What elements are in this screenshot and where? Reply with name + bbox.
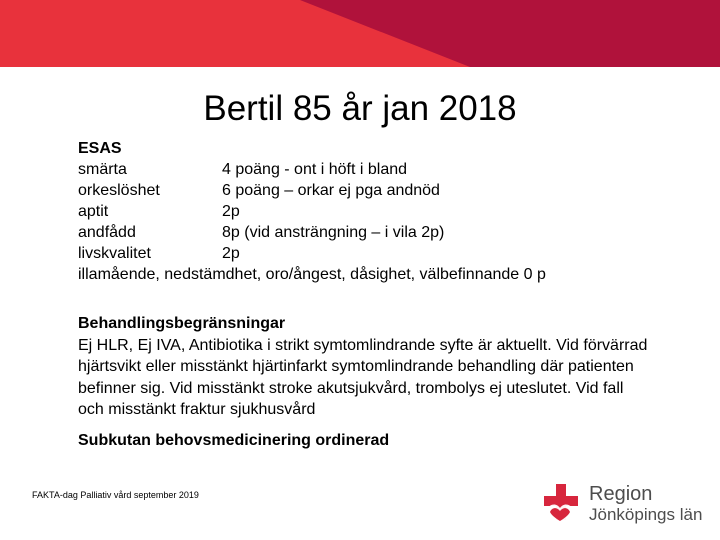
esas-value: 8p (vid ansträngning – i vila 2p) [222,224,445,241]
logo-line2: Jönköpings län [589,505,703,524]
esas-heading: ESAS [78,140,122,157]
esas-label: aptit [78,203,109,220]
limitations-heading: Behandlingsbegränsningar [78,315,286,332]
esas-label: andfådd [78,224,136,241]
esas-label: livskvalitet [78,245,151,262]
esas-section [78,138,546,285]
esas-row [78,159,546,180]
esas-value: 2p [222,203,240,220]
esas-value: 6 poäng – orkar ej pga andnöd [222,182,440,199]
esas-value: 2p [222,245,240,262]
esas-label: orkeslöshet [78,182,160,199]
slide-title: Bertil 85 år jan 2018 [203,89,517,128]
esas-row [78,222,546,243]
esas-row [78,243,546,264]
esas-row [78,201,546,222]
header-banner [0,0,720,67]
banner-graphic [0,0,720,67]
region-logo [540,480,715,530]
limitations-subheading: Subkutan behovsmedicinering ordinerad [78,431,390,449]
footer-text: FAKTA-dag Palliativ vård september 2019 [32,490,199,500]
cross-heart-icon [540,482,586,526]
esas-row [78,180,546,201]
esas-label: smärta [78,161,127,178]
treatment-limitations-section [78,313,648,451]
esas-value: 4 poäng - ont i höft i bland [222,161,408,178]
esas-other-symptoms: illamående, nedstämdhet, oro/ångest, dåsighet, välbefinnande 0 p [78,266,546,283]
limitations-text: Ej HLR, Ej IVA, Antibiotika i strikt symtomlindrande syfte är aktuellt. Vid förvärrad hjärtsvikt eller misstänkt hjärtinfarkt symtomlindrande behandling där patienten befinner sig. Vid misstänkt stroke akutsjukvård, trombolys ej uteslutet. Vid fall och misstänkt fraktur sjukhusvård [78,336,648,418]
logo-line1: Region [589,483,653,505]
